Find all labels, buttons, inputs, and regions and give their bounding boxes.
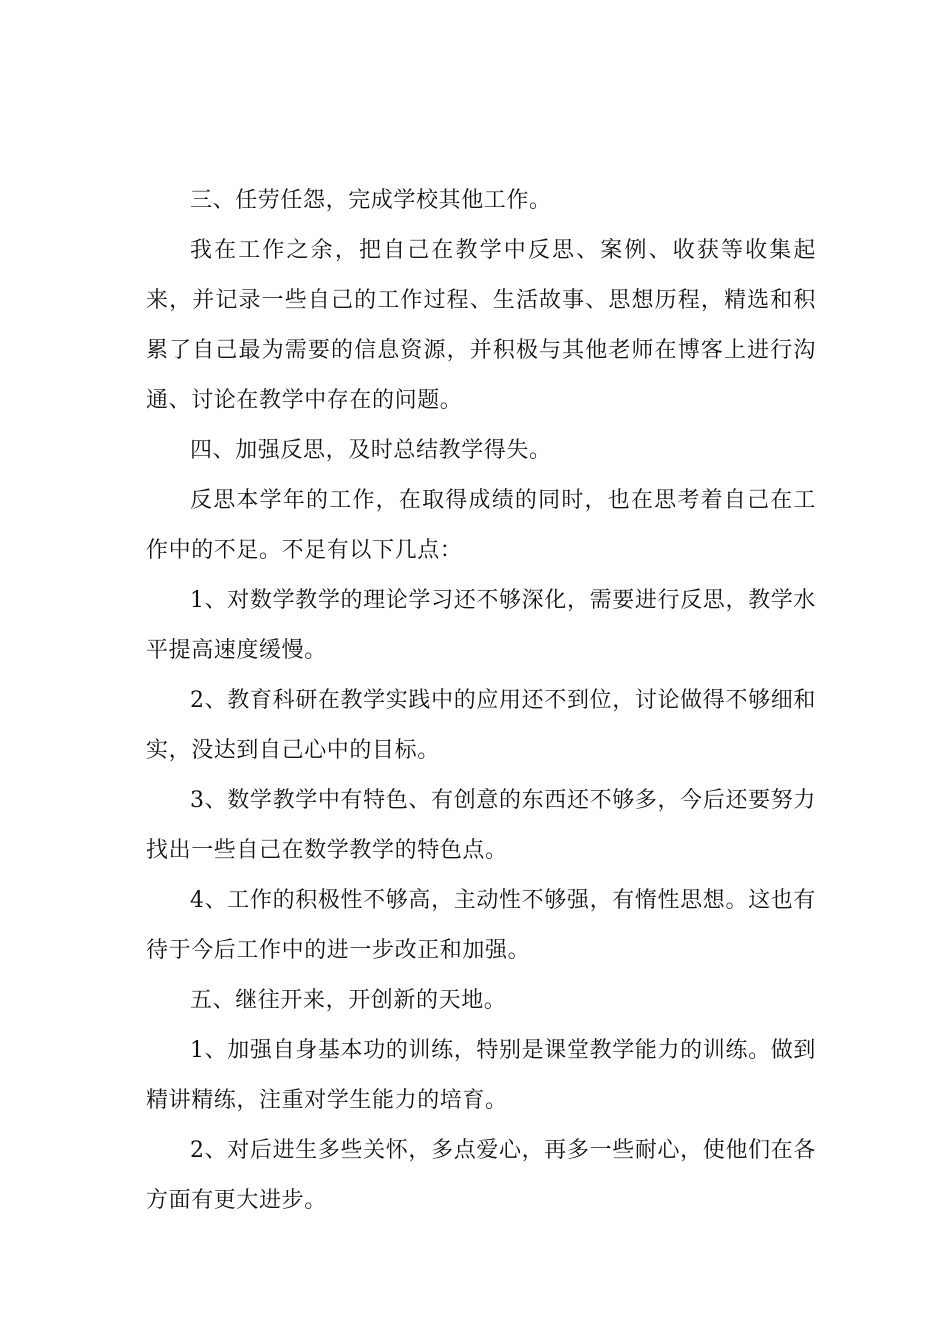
list-item: 4、工作的积极性不够高，主动性不够强，有惰性思想。这也有待于今后工作中的进一步改正和加强。 [146, 888, 816, 963]
list-item: 2、对后进生多些关怀，多点爱心，再多一些耐心，使他们在各方面有更大进步。 [146, 1138, 816, 1213]
list-item: 1、对数学教学的理论学习还不够深化，需要进行反思，教学水平提高速度缓慢。 [146, 588, 816, 663]
list-item: 3、数学教学中有特色、有创意的东西还不够多，今后还要努力找出一些自己在数学教学的特色点。 [146, 788, 816, 863]
paragraph: 反思本学年的工作，在取得成绩的同时，也在思考着自己在工作中的不足。不足有以下几点： [146, 488, 816, 563]
section-heading-3: 三、任劳任怨，完成学校其他工作。 [190, 188, 552, 213]
document-body [146, 176, 816, 1226]
section-heading-4: 四、加强反思，及时总结教学得失。 [190, 438, 552, 463]
section-heading-5: 五、继往开来，开创新的天地。 [190, 988, 507, 1013]
list-item: 2、教育科研在教学实践中的应用还不到位，讨论做得不够细和实，没达到自己心中的目标。 [146, 688, 816, 763]
list-item: 1、加强自身基本功的训练，特别是课堂教学能力的训练。做到精讲精练，注重对学生能力的培育。 [146, 1038, 816, 1113]
paragraph: 我在工作之余，把自己在教学中反思、案例、收获等收集起来，并记录一些自己的工作过程、生活故事、思想历程，精选和积累了自己最为需要的信息资源，并积极与其他老师在博客上进行沟通、讨论在教学中存在的问题。 [146, 238, 816, 413]
